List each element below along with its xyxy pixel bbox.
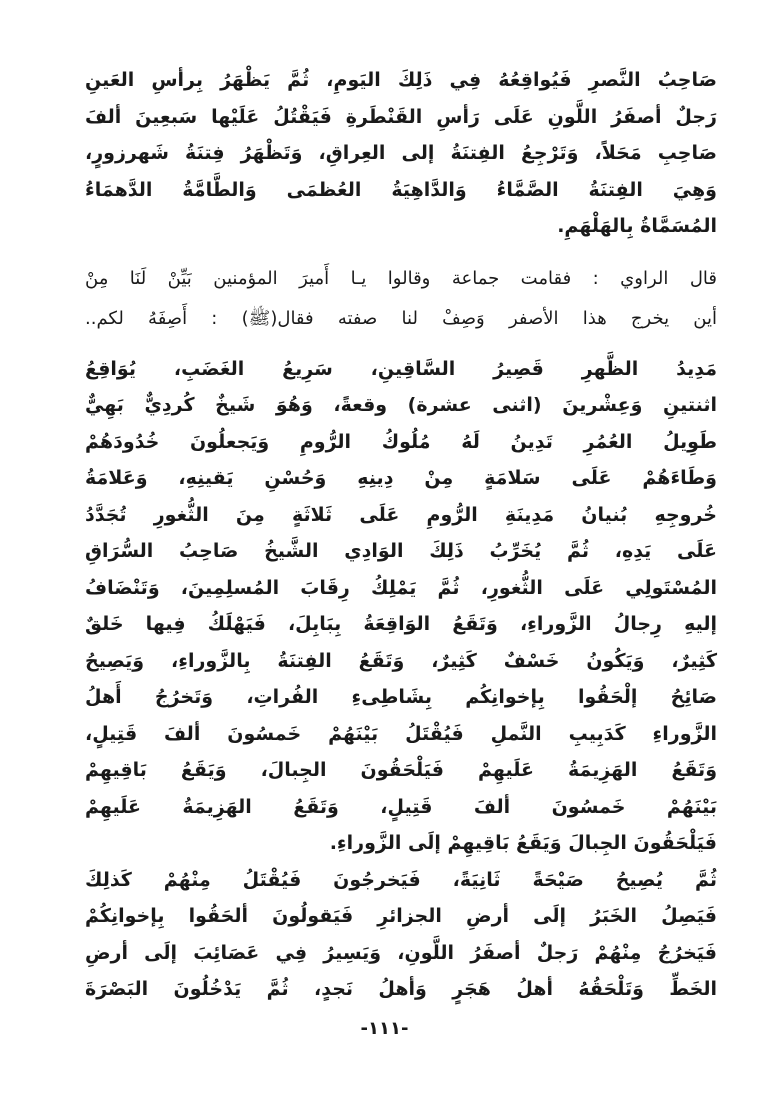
paragraph-2 xyxy=(85,259,717,339)
text-line: قال الراوي : فقامت جماعة وقالوا يـا أَميرَ المؤمنين بَيِّنْ لَنَا مِنْ xyxy=(85,267,717,289)
text-line: وَتَقَعُ الهَزِيمَةُ عَلَيهِمْ فَيَلْحَقُونَ الجِبالَ، وَيَقَعُ بَاقِيهِمْ xyxy=(85,759,717,781)
text-line: فَيَخرُجُ مِنْهُمْ رَجلٌ أصفَرُ اللَّونِ، وَيَسِيرُ فِي عَصَائِبَ إلَى أرضِ xyxy=(85,941,717,964)
text-line: كَثِيرٌ، وَيَكُونُ خَسْفٌ كَثِيرٌ، وَتَقَعُ الفِتنَةُ بِالزَّوراءِ، وَيَصِيحُ xyxy=(85,649,717,672)
paragraph-1 xyxy=(85,62,717,245)
text-line: اثنتينِ وَعِشْرينَ (اثنى عشرة) وقعةً، وَهُوَ شَيخٌ كُردِيٌّ بَهِيٌّ xyxy=(85,394,717,416)
page-body xyxy=(85,62,717,1008)
text-line: طَوِيلُ العُمُرِ تَدِينُ لَهُ مُلُوكُ الرُّومِ وَيَجعلُونَ خُدُودَهُمْ xyxy=(85,430,717,453)
paragraph-spacer xyxy=(85,245,717,259)
text-line: وَطَاءَهُمْ عَلَى سَلامَةٍ مِنْ دِينِهِ وَحُسْنِ يَقينِهِ، وَعَلامَةُ xyxy=(85,467,717,489)
text-line: إليهِ رِجالُ الزَّوراءِ، وَتَقَعُ الوَاقِعَةُ بِبَابِلَ، فَيَهْلَكُ فِيها خَلقٌ xyxy=(85,613,717,635)
text-line: فَيَلْحَقُونَ الجِبالَ وَيَقَعُ بَاقِيهِمْ إلَى الزَّوراءِ. xyxy=(329,832,717,854)
text-line: صَاحِبُ النَّصرِ فَيُواقِعُهُ فِي ذَلِكَ اليَومِ، ثُمَّ يَظْهَرُ بِرأسِ العَينِ xyxy=(85,69,717,91)
text-line: وَهِيَ الفِتنَةُ الصَّمَّاءُ وَالدَّاهِيَةُ العُظمَى وَالطَّامَّةُ الدَّهمَاءُ xyxy=(85,178,717,201)
text-line: فَيَصِلُ الخَبَرُ إلَى أرضِ الجزائرِ فَيَقولُونَ ألحَقُوا بِإخوانِكُمْ xyxy=(85,905,717,927)
text-line: صَائِحُ إلْحَقُوا بِإخوانِكُم بِشَاطِىءِ الفُراتِ، وَتَخرُجُ أَهلُ xyxy=(85,686,717,708)
text-line: ثُمَّ يُصِيحُ صَيْحَةً ثَانِيَةً، فَيَخرجُونَ فَيُقْتَلُ مِنْهُمْ كَذلِكَ xyxy=(85,868,717,891)
text-line: الخَطِّ وَتَلْحَقُهُ أهلُ هَجَرٍ وَأهلُ نَجدٍ، ثُمَّ يَدْخُلُونَ البَصْرَةَ xyxy=(85,978,717,1000)
paragraph-3 xyxy=(85,351,717,862)
text-line: بَيْنَهُمْ خَمسُونَ ألفَ قَتِيلٍ، وَتَقَعُ الهَزِيمَةُ عَلَيهِمْ xyxy=(85,795,717,818)
paragraph-spacer xyxy=(85,339,717,351)
text-line: الزَّوراءِ كَدَبِيبِ النَّملِ فَيُقْتَلُ بَيْنَهُمْ خَمسُونَ ألفَ قَتِيلٍ، xyxy=(85,722,717,745)
text-line: عَلَى يَدِهِ، ثُمَّ يُخَرِّبُ ذَلِكَ الوَادِي الشَّيخُ صَاحِبُ السُّرَاقِ xyxy=(85,540,717,562)
text-line: المُسْتَولِي عَلَى الثُّغورِ، ثُمَّ يَمْلِكُ رِقَابَ المُسلِمِينَ، وَتَنْضَافُ xyxy=(85,576,717,599)
text-line: صَاحِبِ مَحَلاً، وَتَرْجِعُ الفِتنَةُ إلى العِراقِ، وَتَظْهَرُ فِتنَةُ شَهرزورٍ، xyxy=(85,142,717,164)
text-line: المُسَمَّاةُ بِالهَلْهَمِ. xyxy=(557,215,717,237)
text-line: أين يخرج هذا الأصفر وَصِفْ لنا صفته فقال(ﷺ) : أَصِفَهُ لكم.. xyxy=(85,307,717,329)
text-line: خُروجِهِ بُنيانُ مَدِينَةِ الرُّومِ عَلَى ثَلاثَةٍ مِنَ الثُّغورِ تُجَدَّدُ xyxy=(85,503,717,526)
text-line: رَجلٌ أصفَرُ اللَّونِ عَلَى رَأسِ القَنْطَرةِ فَيَقْتُلُ عَلَيْها سَبعِينَ ألفَ xyxy=(85,105,717,128)
page-number: -١١١- xyxy=(360,1018,409,1039)
text-line: مَدِيدُ الظَّهرِ قَصِيرُ السَّاقِينِ، سَرِيعُ الغَضَبِ، يُوَاقِعُ xyxy=(85,357,717,380)
paragraph-4 xyxy=(85,862,717,1008)
